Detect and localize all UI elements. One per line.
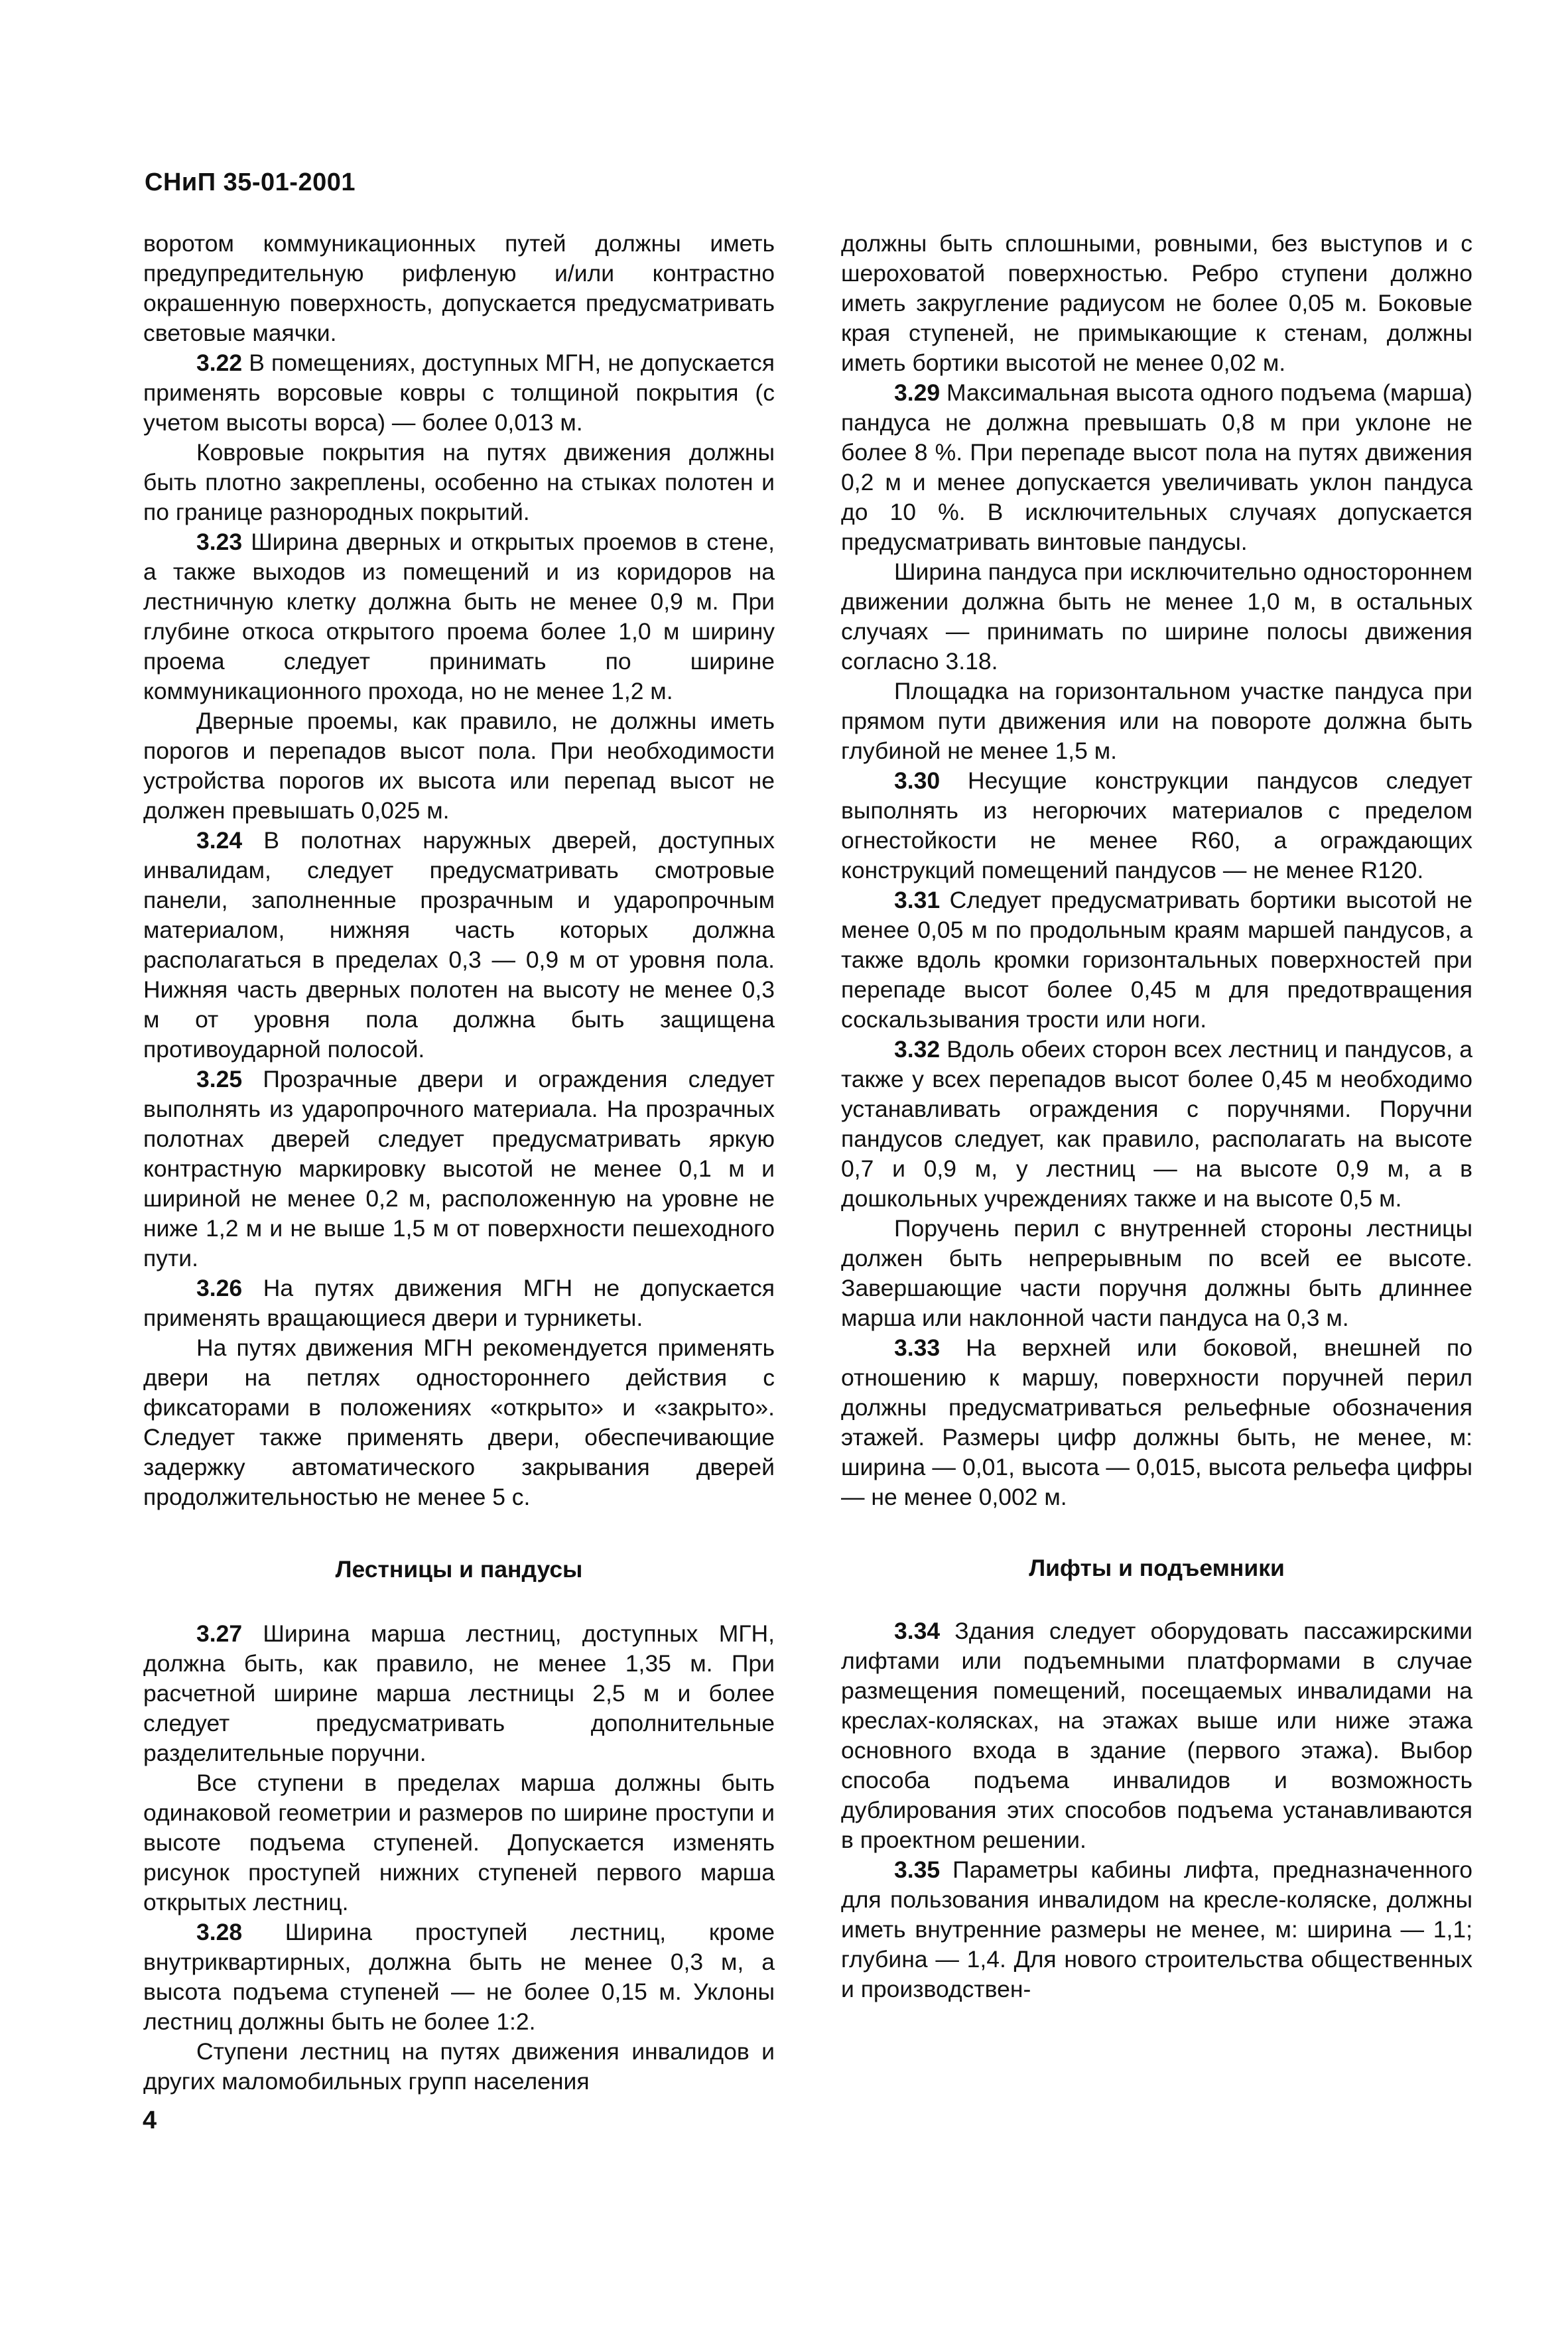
right-column	[841, 229, 1472, 2004]
clause-3-22	[143, 348, 775, 438]
paragraph: Ширина пандуса при исключительно одностороннем движении должна быть не менее 1,0 м, в остальных случаях — принимать по ширине полосы движения согласно 3.18.	[841, 558, 1472, 675]
clause-number: 3.29	[894, 379, 941, 406]
paragraph: Ковровые покрытия на путях движения должны быть плотно закреплены, особенно на стыках полотен и по границе разнородных покрытий.	[143, 439, 775, 525]
clause-text: Параметры кабины лифта, предназначенного для пользования инвалидом на кресле-коляске, должны иметь внутренние размеры не менее, м: ширина — 1,1; глубина — 1,4. Для нового строительства общественных и производствен-	[841, 1856, 1472, 2002]
clause-text: Вдоль обеих сторон всех лестниц и пандусов, а также у всех перепадов высот более 0,45 м необходимо устанавливать ограждения с поручнями. Поручни пандусов следует, как правило, располагать на высоте 0,7 и 0,9 м, у лестниц — на высоте 0,9 м, а в дошкольных учреждениях также и на высоте 0,5 м.	[841, 1036, 1472, 1212]
paragraph: Ступени лестниц на путях движения инвалидов и других маломобильных групп населения	[143, 2038, 775, 2095]
clause-number: 3.34	[894, 1618, 941, 1644]
clause-number: 3.26	[196, 1275, 243, 1301]
clause-number: 3.33	[894, 1334, 941, 1361]
page-number: 4	[143, 2107, 157, 2134]
clause-3-28	[143, 1917, 775, 2037]
clause-number: 3.32	[894, 1036, 941, 1063]
document-header: СНиП 35-01-2001	[145, 168, 356, 196]
clause-text: В полотнах наружных дверей, доступных инвалидам, следует предусматривать смотровые панели, заполненные прозрачным и ударопрочным материалом, нижняя часть которых должна располагаться в пределах 0,3 — 0,9 м от уровня пола. Нижняя часть дверных полотен на высоту не менее 0,3 м от уровня пола должна быть защищена противоударной полосой.	[143, 827, 775, 1063]
clause-3-32	[841, 1035, 1472, 1214]
clause-text: Ширина дверных и открытых проемов в стене, а также выходов из помещений и из коридоров на лестничную клетку должна быть не менее 0,9 м. При глубине откоса открытого проема более 1,0 м ширину проема следует принимать по ширине коммуникационного прохода, но не менее 1,2 м.	[143, 529, 775, 704]
clause-3-30	[841, 766, 1472, 885]
paragraph: Дверные проемы, как правило, не должны иметь порогов и перепадов высот пола. При необходимости устройства порогов их высота или перепад высот не должен превышать 0,025 м.	[143, 708, 775, 824]
clause-3-25	[143, 1065, 775, 1273]
clause-number: 3.24	[196, 827, 243, 854]
clause-3-24	[143, 826, 775, 1065]
clause-text: Несущие конструкции пандусов следует выполнять из негорючих материалов с пределом огнестойкости не менее R60, а ограждающих конструкций помещений пандусов — не менее R120.	[841, 767, 1472, 883]
clause-3-35	[841, 1855, 1472, 2004]
clause-text: Следует предусматривать бортики высотой не менее 0,05 м по продольным краям маршей пандусов, а также вдоль кромки горизонтальных поверхностей при перепаде высот более 0,45 м для предотвращения соскальзывания трости или ноги.	[841, 887, 1472, 1033]
clause-number: 3.23	[196, 529, 243, 555]
clause-number: 3.25	[196, 1066, 243, 1092]
clause-text: На верхней или боковой, внешней по отношению к маршу, поверхности поручней перил должны предусматриваться рельефные обозначения этажей. Размеры цифр должны быть, не менее, м: ширина — 0,01, высота — 0,015, высота рельефа цифры — не менее 0,002 м.	[841, 1334, 1472, 1510]
left-column	[143, 229, 775, 2097]
clause-3-31	[841, 885, 1472, 1035]
section-heading-stairs: Лестницы и пандусы	[335, 1556, 583, 1583]
paragraph: воротом коммуникационных путей должны иметь предупредительную рифленую и/или контрастно окрашенную поверхность, допускается предусматривать световые маячки.	[143, 230, 775, 346]
clause-text: Здания следует оборудовать пассажирскими лифтами или подъемными платформами в случае размещения помещений, посещаемых инвалидами на креслах-колясках, на этажах выше или ниже этажа основного входа в здание (первого этажа). Выбор способа подъема инвалидов и возможность дублирования этих способов подъема устанавливаются в проектном решении.	[841, 1618, 1472, 1853]
clause-number: 3.27	[196, 1620, 243, 1647]
clause-text: Ширина марша лестниц, доступных МГН, должна быть, как правило, не менее 1,35 м. При расчетной ширине марша лестницы 2,5 м и более следует предусматривать дополнительные разделительные поручни.	[143, 1620, 775, 1766]
clause-number: 3.28	[196, 1919, 243, 1945]
paragraph: На путях движения МГН рекомендуется применять двери на петлях одностороннего действия с фиксаторами в положениях «открыто» и «закрыто». Следует также применять двери, обеспечивающие задержку автоматического закрывания дверей продолжительностью не менее 5 с.	[143, 1334, 775, 1510]
paragraph: Площадка на горизонтальном участке пандуса при прямом пути движения или на повороте должна быть глубиной не менее 1,5 м.	[841, 678, 1472, 764]
section-heading-lifts: Лифты и подъемники	[1029, 1555, 1285, 1581]
clause-number: 3.35	[894, 1856, 941, 1883]
clause-number: 3.31	[894, 887, 941, 913]
clause-3-34	[841, 1616, 1472, 1855]
paragraph: Поручень перил с внутренней стороны лестницы должен быть непрерывным по всей ее высоте. Завершающие части поручня должны быть длиннее марша или наклонной части пандуса на 0,3 м.	[841, 1215, 1472, 1331]
paragraph: Все ступени в пределах марша должны быть одинаковой геометрии и размеров по ширине проступи и высоте подъема ступеней. Допускается изменять рисунок проступей нижних ступеней первого марша открытых лестниц.	[143, 1770, 775, 1915]
clause-text: Максимальная высота одного подъема (марша) пандуса не должна превышать 0,8 м при уклоне не более 8 %. При перепаде высот пола на путях движения 0,2 м и менее допускается увеличивать уклон пандуса до 10 %. В исключительных случаях допускается предусматривать винтовые пандусы.	[841, 379, 1472, 555]
clause-3-26	[143, 1273, 775, 1333]
clause-text: Прозрачные двери и ограждения следует выполнять из ударопрочного материала. На прозрачных полотнах дверей следует предусматривать яркую контрастную маркировку высотой не менее 0,1 м и шириной не менее 0,2 м, расположенную на уровне не ниже 1,2 м и не выше 1,5 м от поверхности пешеходного пути.	[143, 1066, 775, 1271]
clause-3-33	[841, 1333, 1472, 1512]
clause-number: 3.22	[196, 350, 243, 376]
clause-3-23	[143, 527, 775, 706]
clause-3-29	[841, 378, 1472, 557]
clause-text: На путях движения МГН не допускается применять вращающиеся двери и турникеты.	[143, 1275, 775, 1331]
clause-3-27	[143, 1619, 775, 1768]
clause-text: Ширина проступей лестниц, кроме внутриквартирных, должна быть не менее 0,3 м, а высота подъема ступеней — не более 0,15 м. Уклоны лестниц должны быть не более 1:2.	[143, 1919, 775, 2035]
clause-number: 3.30	[894, 767, 941, 794]
paragraph: должны быть сплошными, ровными, без выступов и с шероховатой поверхностью. Ребро ступени должно иметь закругление радиусом не более 0,05 м. Боковые края ступеней, не примыкающие к стенам, должны иметь бортики высотой не менее 0,02 м.	[841, 230, 1472, 376]
clause-text: В помещениях, доступных МГН, не допускается применять ворсовые ковры с толщиной покрытия (с учетом высоты ворса) — более 0,013 м.	[143, 350, 775, 436]
